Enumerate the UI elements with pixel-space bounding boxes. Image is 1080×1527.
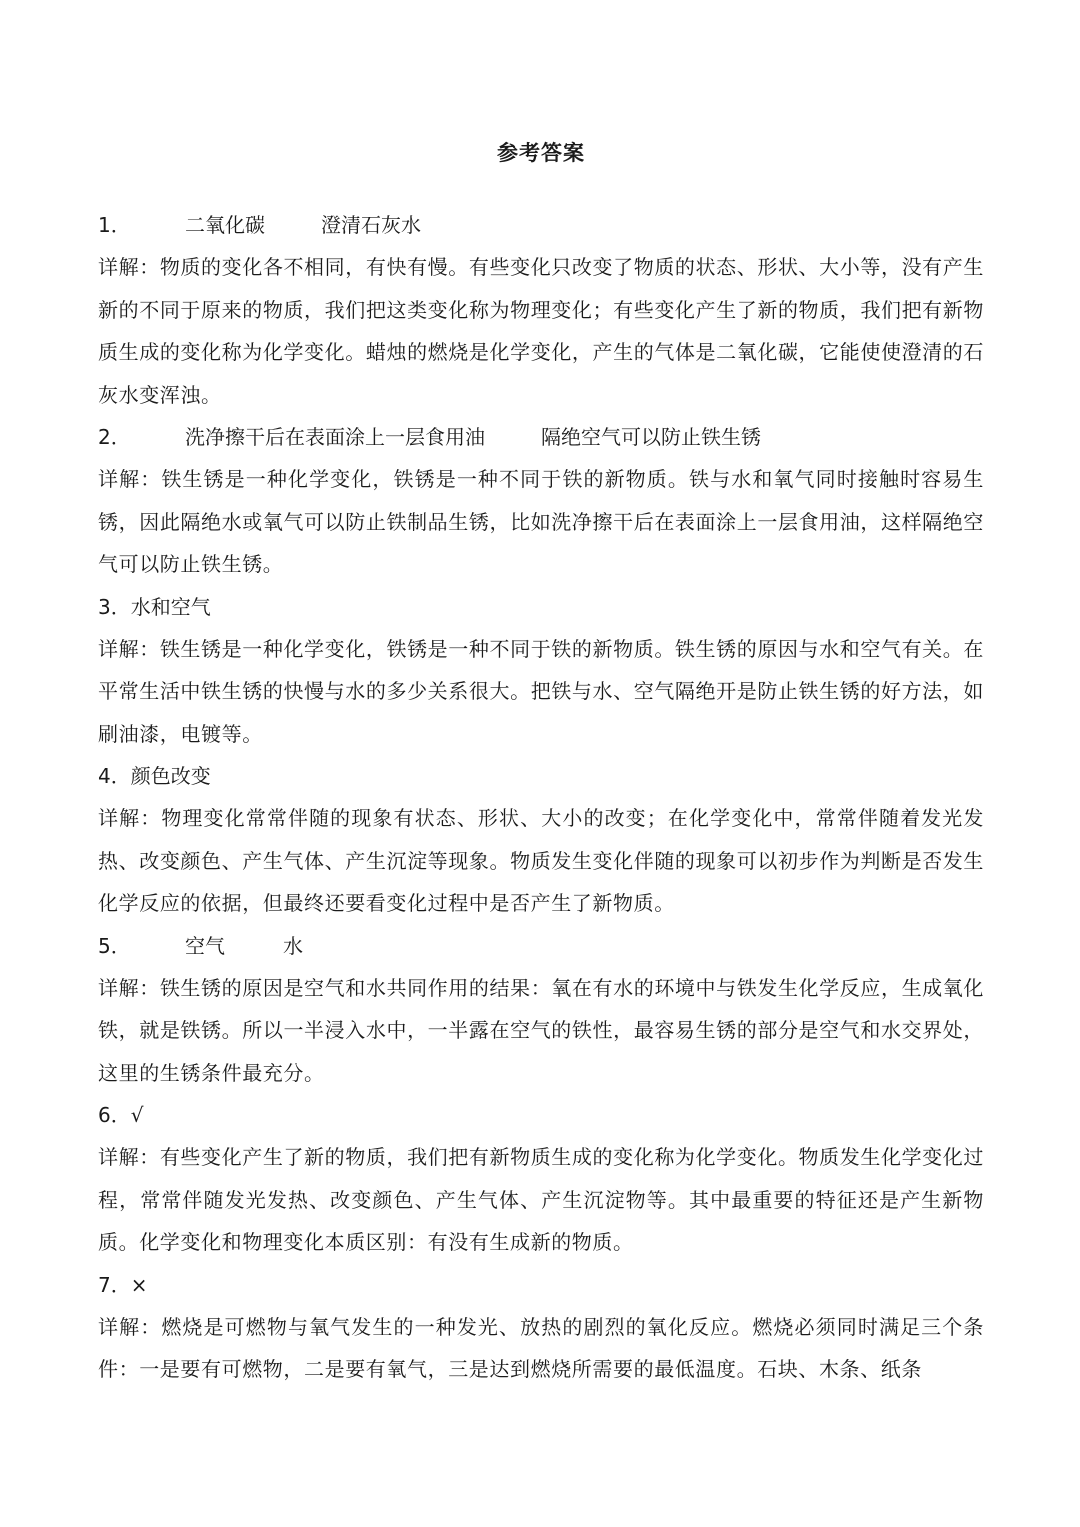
item-number: 2． (98, 425, 131, 449)
answer-blank-2: 澄清石灰水 (321, 213, 421, 237)
answer-blank-1: 水和空气 (130, 594, 211, 619)
answer-explanation: 详解：铁生锈是一种化学变化，铁锈是一种不同于铁的新物质。铁生锈的原因与水和空气有关。在平常生活中铁生锈的快慢与水的多少关系很大。把铁与水、空气隔绝开是防止铁生锈的好方法，如刷油漆，电镀等。 (98, 636, 984, 746)
item-number: 4． (98, 764, 131, 788)
answer-line (98, 1094, 984, 1136)
answer-line (98, 586, 984, 628)
answer-explanation: 详解：燃烧是可燃物与氧气发生的一种发光、放热的剧烈的氧化反应。燃烧必须同时满足三个条件：一是要有可燃物，二是要有氧气，三是达到燃烧所需要的最低温度。石块、木条、纸条 (98, 1314, 984, 1381)
answer-item-5 (98, 925, 984, 1095)
item-number: 6． (98, 1103, 131, 1127)
item-number: 7． (98, 1272, 131, 1297)
answer-explanation: 详解：铁生锈的原因是空气和水共同作用的结果：氧在有水的环境中与铁发生化学反应，生成氧化铁，就是铁锈。所以一半浸入水中，一半露在空气的铁性，最容易生锈的部分是空气和水交界处，这里的生锈条件最充分。 (98, 975, 984, 1085)
answer-blank-1: 二氧化碳 (185, 213, 265, 237)
answer-explanation: 详解：铁生锈是一种化学变化，铁锈是一种不同于铁的新物质。铁与水和氧气同时接触时容易生锈，因此隔绝水或氧气可以防止铁制品生锈，比如洗净擦干后在表面涂上一层食用油，这样隔绝空气可以防止铁生锈。 (98, 467, 984, 576)
answer-item-1 (98, 204, 984, 416)
check-mark-answer: √ (130, 1103, 144, 1127)
answer-blank-1: 颜色改变 (130, 764, 211, 788)
answer-blank-1: 空气 (185, 933, 225, 958)
item-number: 3． (98, 594, 131, 619)
answer-item-3 (98, 586, 984, 756)
answer-blank-2: 隔绝空气可以防止铁生锈 (541, 425, 761, 449)
answer-item-6 (98, 1094, 984, 1264)
answer-line (98, 1264, 984, 1306)
cross-mark-answer: × (130, 1272, 148, 1297)
answer-explanation: 详解：有些变化产生了新的物质，我们把有新物质生成的变化称为化学变化。物质发生化学变化过程，常常伴随发光发热、改变颜色、产生气体、产生沉淀物等。其中最重要的特征还是产生新物质。化学变化和物理变化本质区别：有没有生成新的物质。 (98, 1145, 984, 1254)
page-title: 参考答案 (497, 141, 585, 165)
answer-item-7 (98, 1264, 984, 1391)
answer-line (98, 925, 984, 967)
answer-line (98, 204, 984, 246)
item-number: 1． (98, 213, 131, 237)
answer-blank-2: 水 (283, 933, 303, 958)
answer-item-2 (98, 416, 984, 586)
answer-line (98, 755, 984, 797)
answer-list (98, 204, 984, 1391)
answer-item-4 (98, 755, 984, 925)
answer-explanation: 详解：物理变化常常伴随的现象有状态、形状、大小的改变；在化学变化中，常常伴随着发光发热、改变颜色、产生气体、产生沉淀等现象。物质发生变化伴随的现象可以初步作为判断是否发生化学反应的依据，但最终还要看变化过程中是否产生了新物质。 (98, 806, 984, 915)
item-number: 5． (98, 933, 131, 958)
answer-explanation: 详解：物质的变化各不相同，有快有慢。有些变化只改变了物质的状态、形状、大小等，没有产生新的不同于原来的物质，我们把这类变化称为物理变化；有些变化产生了新的物质，我们把有新物质生成的变化称为化学变化。蜡烛的燃烧是化学变化，产生的气体是二氧化碳，它能使使澄清的石灰水变浑浊。 (98, 255, 984, 407)
answer-blank-1: 洗净擦干后在表面涂上一层食用油 (185, 425, 485, 449)
answer-line (98, 416, 984, 458)
